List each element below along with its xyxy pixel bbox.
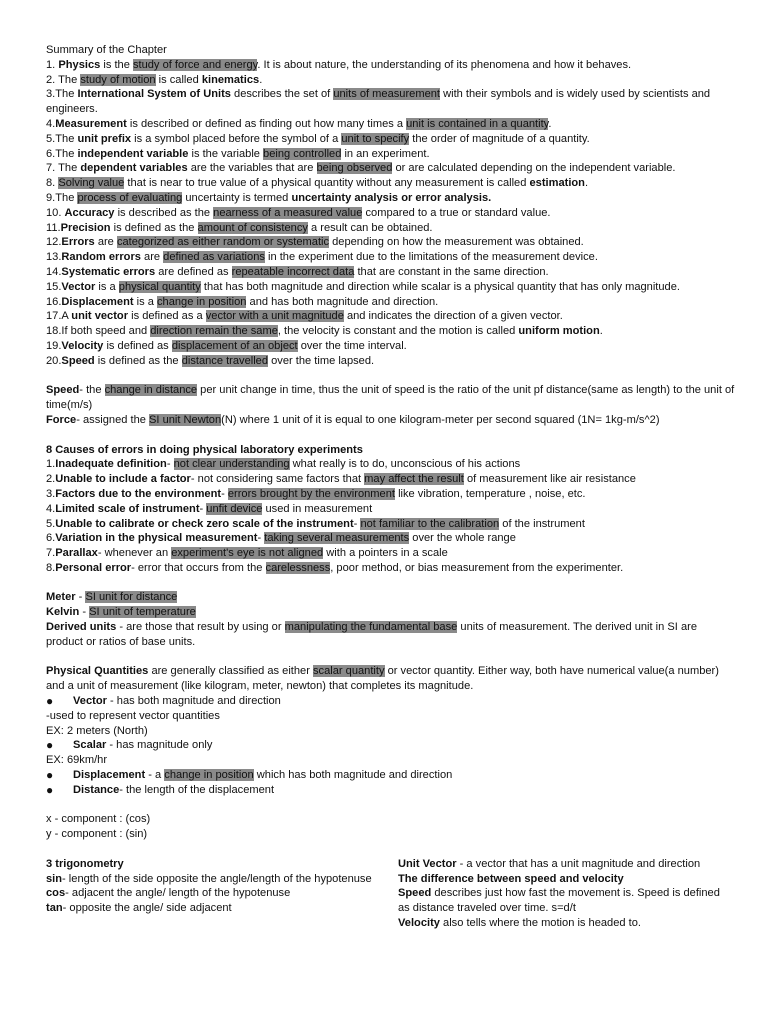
text-run: - assigned the xyxy=(76,413,149,426)
items-line xyxy=(46,354,736,369)
text-run: 20. xyxy=(46,354,62,367)
items-line xyxy=(46,324,736,339)
right-col-line xyxy=(398,872,728,887)
highlighted-text: SI unit for distance xyxy=(85,591,178,604)
right-col-line xyxy=(398,916,728,931)
quantities-line xyxy=(46,664,736,694)
text-run: . It is about nature, the understanding of its phenomena and how it behaves. xyxy=(257,58,632,71)
highlighted-text: may affect the result xyxy=(364,473,464,486)
trig-line xyxy=(46,857,398,872)
text-run: is the xyxy=(100,58,133,71)
text-run: are xyxy=(94,236,117,249)
bold-term: Inadequate definition xyxy=(55,458,167,471)
bold-term: The difference between speed and velocity xyxy=(398,872,624,885)
bold-term: cos xyxy=(46,887,66,900)
text-run: and indicates the direction of a given vector. xyxy=(343,310,563,323)
text-run: - a xyxy=(145,769,165,782)
spacer xyxy=(46,576,736,591)
spacer xyxy=(46,428,736,443)
text-run: like vibration, temperature , noise, etc. xyxy=(394,487,586,500)
bullet-icon: ● xyxy=(46,782,54,797)
vector-block-line xyxy=(46,783,736,798)
highlighted-text: taking several measurements xyxy=(264,532,410,545)
speed-force-line xyxy=(46,413,736,428)
highlighted-text: repeatable incorrect data xyxy=(231,265,355,278)
errors-heading: 8 Causes of errors in doing physical laboratory experiments xyxy=(46,443,363,456)
bold-term: dependent variables xyxy=(80,162,188,175)
text-run: 2. xyxy=(46,473,56,486)
text-run: depending on how the measurement was obtained. xyxy=(329,236,584,249)
text-run: are the variables that are xyxy=(187,162,317,175)
bold-term: 3 trigonometry xyxy=(46,857,124,870)
items-line xyxy=(46,265,736,280)
items-line xyxy=(46,280,736,295)
text-run: . xyxy=(259,73,263,86)
bold-term: tan xyxy=(46,902,63,915)
text-run: - a vector that has a unit magnitude and direction xyxy=(456,857,701,870)
items-line xyxy=(46,161,736,176)
bold-term: Unable to include a factor xyxy=(55,473,191,486)
components-line xyxy=(46,827,736,842)
bold-term: Accuracy xyxy=(64,206,115,219)
text-run: units of measurement. The derived unit in SI are product or ratios of base units. xyxy=(46,621,697,648)
items-line xyxy=(46,73,736,88)
vector-block-line xyxy=(46,753,736,768)
text-run: 1. xyxy=(46,458,56,471)
text-run: 16. xyxy=(46,295,62,308)
highlighted-text: scalar quantity xyxy=(313,665,385,678)
text-run: of measurement like air resistance xyxy=(463,473,636,486)
trig-line xyxy=(46,886,398,901)
two-column-section xyxy=(46,857,736,931)
highlighted-text: not clear understanding xyxy=(173,458,290,471)
text-run: - xyxy=(353,517,361,530)
text-run: is defined as the xyxy=(94,354,182,367)
errors-line xyxy=(46,561,736,576)
bold-term: Meter xyxy=(46,591,76,604)
text-run: x - component : (cos) xyxy=(46,813,151,826)
text-run: . xyxy=(548,117,552,130)
text-run: or vector quantity. Either way, both have numerical value(a number) and a unit of measurement (like kilogram, meter, newton) that completes its magnitude. xyxy=(46,665,719,693)
text-run: 3. xyxy=(46,487,56,500)
text-run: 17.A xyxy=(46,310,72,323)
bullet-text xyxy=(73,768,452,783)
highlighted-text: not familiar to the calibration xyxy=(360,517,500,530)
right-col-line xyxy=(398,886,728,916)
spacer xyxy=(46,842,736,857)
text-run: 6. xyxy=(46,532,56,545)
text-run: in an experiment. xyxy=(341,147,430,160)
text-run: in the experiment due to the limitations of the measurement device. xyxy=(264,251,598,264)
spacer xyxy=(46,798,736,813)
text-run: per unit change in time, thus the unit of speed is the ratio of the unit pf distance(same as length) to the unit of time(m/s) xyxy=(46,384,735,412)
text-run: - error that occurs from the xyxy=(131,561,266,574)
bullet-icon: ● xyxy=(46,738,54,753)
text-run: 6.The xyxy=(46,147,78,160)
text-run: 18.If both speed and xyxy=(46,325,151,338)
quantities-section xyxy=(46,664,736,694)
highlighted-text: categorized as either random or systematic xyxy=(116,236,330,249)
text-run: 14. xyxy=(46,265,62,278)
bold-term: uncertainty analysis or error analysis. xyxy=(291,191,492,204)
bold-term: Errors xyxy=(61,236,95,249)
text-run: - has magnitude only xyxy=(106,739,213,752)
text-run: - xyxy=(75,591,86,604)
text-run: used in measurement xyxy=(262,502,373,515)
text-run: EX: 69km/hr xyxy=(46,754,108,767)
text-run: 8. xyxy=(46,177,59,190)
bold-term: Speed xyxy=(46,384,80,397)
text-run: that has both magnitude and direction while scalar is a physical quantity that has only magnitude. xyxy=(200,280,680,293)
text-run: 8. xyxy=(46,561,56,574)
highlighted-text: process of evaluating xyxy=(77,191,183,204)
items-line xyxy=(46,250,736,265)
text-run: - are those that result by using or xyxy=(116,621,285,634)
text-run: 7. xyxy=(46,547,56,560)
text-run: -used to represent vector quantities xyxy=(46,709,220,722)
highlighted-text: change in position xyxy=(164,769,254,782)
units-line xyxy=(46,590,736,605)
items-line xyxy=(46,58,736,73)
items-line xyxy=(46,235,736,250)
text-run: is defined as the xyxy=(110,221,198,234)
highlighted-text: vector with a unit magnitude xyxy=(205,310,344,323)
text-run: - the length of the displacement xyxy=(119,783,275,796)
bold-term: uniform motion xyxy=(518,325,600,338)
text-run: is a symbol placed before the symbol of a xyxy=(131,132,342,145)
bold-term: unit vector xyxy=(71,310,129,323)
text-run: - length of the side opposite the angle/length of the hypotenuse xyxy=(62,872,372,885)
bold-term: independent variable xyxy=(77,147,189,160)
bold-term: International System of Units xyxy=(77,88,231,101)
text-run: . xyxy=(584,177,589,190)
highlighted-text: displacement of an object xyxy=(171,339,298,352)
items-line xyxy=(46,206,736,221)
bullet-text xyxy=(73,783,274,798)
bold-term: Unit Vector xyxy=(398,857,457,870)
vector-block-line xyxy=(46,768,736,783)
text-run: describes just how fast the movement is. Speed is defined as distance traveled over time. s=d/t xyxy=(398,887,720,915)
bold-term: Velocity xyxy=(398,917,440,930)
items-line xyxy=(46,176,736,191)
text-run: that are constant in the same direction. xyxy=(354,265,549,278)
bold-term: sin xyxy=(46,872,63,885)
text-run: is the variable xyxy=(188,147,264,160)
text-run: over the time interval. xyxy=(297,339,407,352)
text-run: - xyxy=(257,532,265,545)
summary-list xyxy=(46,58,736,369)
text-run: , the velocity is constant and the motion is called xyxy=(277,325,519,338)
trig-line xyxy=(46,901,398,916)
bold-term: Scalar xyxy=(73,739,107,752)
highlighted-text: study of force and energy xyxy=(132,58,258,71)
errors-line xyxy=(46,531,736,546)
text-run: is a xyxy=(95,280,119,293)
text-run: with their symbols and is widely used by scientists and engineers. xyxy=(46,88,711,116)
text-run: uncertainty is termed xyxy=(182,191,292,204)
bold-term: Systematic errors xyxy=(61,265,156,278)
text-run: 11. xyxy=(46,221,61,234)
text-run: which has both magnitude and direction xyxy=(253,769,453,782)
speed-force-section xyxy=(46,383,736,427)
text-run: are defined as xyxy=(155,265,232,278)
text-run: over the whole range xyxy=(409,532,516,545)
text-run: a result can be obtained. xyxy=(307,221,433,234)
text-run: is called xyxy=(155,73,202,86)
spacer xyxy=(46,650,736,665)
bold-term: Precision xyxy=(60,221,111,234)
highlighted-text: Solving value xyxy=(58,177,125,190)
text-run: with a pointers in a scale xyxy=(323,547,448,560)
text-run: - opposite the angle/ side adjacent xyxy=(62,902,232,915)
errors-line xyxy=(46,546,736,561)
errors-line xyxy=(46,502,736,517)
bold-term: Speed xyxy=(398,887,432,900)
text-run: - the xyxy=(79,384,105,397)
right-col-line xyxy=(398,857,728,872)
text-run: that is near to true value of a physical quantity without any measurement is called xyxy=(124,177,530,190)
text-run: is a xyxy=(133,295,157,308)
highlighted-text: distance travelled xyxy=(181,354,269,367)
bold-term: Displacement xyxy=(61,295,134,308)
items-line xyxy=(46,191,736,206)
text-run: are xyxy=(140,251,164,264)
bold-term: Parallax xyxy=(55,547,98,560)
bold-term: Measurement xyxy=(55,117,127,130)
errors-line xyxy=(46,487,736,502)
items-line xyxy=(46,117,736,132)
bold-term: Factors due to the environment xyxy=(55,487,222,500)
bold-term: Unable to calibrate or check zero scale of the instrument xyxy=(55,517,354,530)
text-run: 15. xyxy=(46,280,62,293)
highlighted-text: change in position xyxy=(157,295,247,308)
bold-term: Personal error xyxy=(55,561,132,574)
highlighted-text: SI unit Newton xyxy=(149,413,222,426)
text-run: 1. xyxy=(46,58,59,71)
highlighted-text: physical quantity xyxy=(118,280,201,293)
bold-term: Physical Quantities xyxy=(46,665,149,678)
trigonometry-column xyxy=(46,857,398,931)
highlighted-text: defined as variations xyxy=(163,251,265,264)
text-run: y - component : (sin) xyxy=(46,828,148,841)
bold-term: Random errors xyxy=(61,251,141,264)
text-run: , poor method, or bias measurement from the experimenter. xyxy=(330,561,624,574)
bold-term: Limited scale of instrument xyxy=(55,502,200,515)
text-run: 5.The xyxy=(46,132,78,145)
vector-block-line xyxy=(46,738,736,753)
text-run: also tells where the motion is headed to. xyxy=(439,917,641,930)
speed-force-line xyxy=(46,383,736,413)
text-run: the order of magnitude of a quantity. xyxy=(409,132,590,145)
highlighted-text: errors brought by the environment xyxy=(227,487,395,500)
text-run: 3.The xyxy=(46,88,78,101)
items-line xyxy=(46,147,736,162)
trig-line xyxy=(46,872,398,887)
items-line xyxy=(46,309,736,324)
highlighted-text: manipulating the fundamental base xyxy=(284,621,458,634)
text-run: - whenever an xyxy=(97,547,172,560)
text-run: compared to a true or standard value. xyxy=(362,206,551,219)
bold-term: kinematics xyxy=(201,73,260,86)
highlighted-text: direction remain the same xyxy=(150,325,278,338)
components-section xyxy=(46,812,736,842)
text-run: 10. xyxy=(46,206,65,219)
text-run: - xyxy=(221,487,228,500)
highlighted-text: being observed xyxy=(316,162,393,175)
text-run: - not considering same factors that xyxy=(190,473,365,486)
bold-term: estimation xyxy=(529,177,585,190)
text-run: 13. xyxy=(46,251,62,264)
bullet-text xyxy=(73,738,212,753)
highlighted-text: experiment's eye is not aligned xyxy=(171,547,324,560)
bold-term: Speed xyxy=(61,354,95,367)
units-line xyxy=(46,620,736,650)
vector-block-line xyxy=(46,709,736,724)
bold-term: Kelvin xyxy=(46,606,80,619)
highlighted-text: carelessness xyxy=(265,561,331,574)
highlighted-text: units of measurement xyxy=(333,88,441,101)
bullet-icon: ● xyxy=(46,694,54,709)
errors-list xyxy=(46,457,736,575)
components-line xyxy=(46,812,736,827)
bold-term: Derived units xyxy=(46,621,117,634)
units-section xyxy=(46,590,736,649)
text-run: - xyxy=(199,502,207,515)
items-line xyxy=(46,339,736,354)
highlighted-text: change in distance xyxy=(104,384,198,397)
items-line xyxy=(46,132,736,147)
vector-block-line xyxy=(46,724,736,739)
bold-term: Force xyxy=(46,413,77,426)
highlighted-text: study of motion xyxy=(80,73,156,86)
errors-line xyxy=(46,472,736,487)
text-run: 4. xyxy=(46,117,56,130)
bold-term: Variation in the physical measurement xyxy=(55,532,258,545)
bold-term: unit prefix xyxy=(77,132,132,145)
text-run: of the instrument xyxy=(499,517,585,530)
spacer xyxy=(46,369,736,384)
document-page xyxy=(46,43,736,931)
text-run: EX: 2 meters (North) xyxy=(46,724,148,737)
bold-term: Distance xyxy=(73,783,120,796)
items-line xyxy=(46,221,736,236)
text-run: what really is to do, unconscious of his actions xyxy=(289,458,521,471)
vector-block-line xyxy=(46,694,736,709)
text-run: 9.The xyxy=(46,191,78,204)
highlighted-text: being controlled xyxy=(263,147,342,160)
text-run: . xyxy=(599,325,603,338)
text-run: 4. xyxy=(46,502,56,515)
text-run: and has both magnitude and direction. xyxy=(246,295,439,308)
text-run: (N) where 1 unit of it is equal to one kilogram-meter per second squared (1N= 1kg-m/s^2) xyxy=(221,413,660,426)
text-run: 5. xyxy=(46,517,56,530)
chapter-title: Summary of the Chapter xyxy=(46,44,167,56)
highlighted-text: unit is contained in a quantity xyxy=(406,117,549,130)
text-run: is described as the xyxy=(114,206,214,219)
bold-term: Vector xyxy=(73,695,107,708)
text-run: - adjacent the angle/ length of the hypotenuse xyxy=(65,887,291,900)
highlighted-text: amount of consistency xyxy=(197,221,308,234)
text-run: over the time lapsed. xyxy=(268,354,375,367)
text-run: 12. xyxy=(46,236,62,249)
units-line xyxy=(46,605,736,620)
text-run: 2. The xyxy=(46,73,81,86)
text-run: 19. xyxy=(46,339,62,352)
text-run: is defined as a xyxy=(128,310,206,323)
text-run: - xyxy=(166,458,174,471)
bold-term: Vector xyxy=(61,280,96,293)
errors-line xyxy=(46,457,736,472)
bold-term: Displacement xyxy=(73,769,146,782)
bold-term: Velocity xyxy=(61,339,104,352)
text-run: - has both magnitude and direction xyxy=(106,695,281,708)
text-run: are generally classified as either xyxy=(148,665,313,678)
speed-velocity-column xyxy=(398,857,728,931)
text-run: or are calculated depending on the independent variable. xyxy=(392,162,676,175)
items-line xyxy=(46,87,736,117)
text-run: - xyxy=(79,606,90,619)
highlighted-text: unfit device xyxy=(206,502,263,515)
text-run: is described or defined as finding out how many times a xyxy=(126,117,407,130)
text-run: is defined as xyxy=(103,339,172,352)
bullet-icon: ● xyxy=(46,768,54,783)
bullet-text xyxy=(73,694,281,709)
text-run: describes the set of xyxy=(230,88,334,101)
errors-line xyxy=(46,517,736,532)
text-run: 7. The xyxy=(46,162,81,175)
highlighted-text: unit to specify xyxy=(341,132,410,145)
bold-term: Physics xyxy=(58,58,101,71)
items-line xyxy=(46,295,736,310)
highlighted-text: SI unit of temperature xyxy=(89,606,196,619)
vector-scalar-list xyxy=(46,694,736,798)
highlighted-text: nearness of a measured value xyxy=(213,206,363,219)
